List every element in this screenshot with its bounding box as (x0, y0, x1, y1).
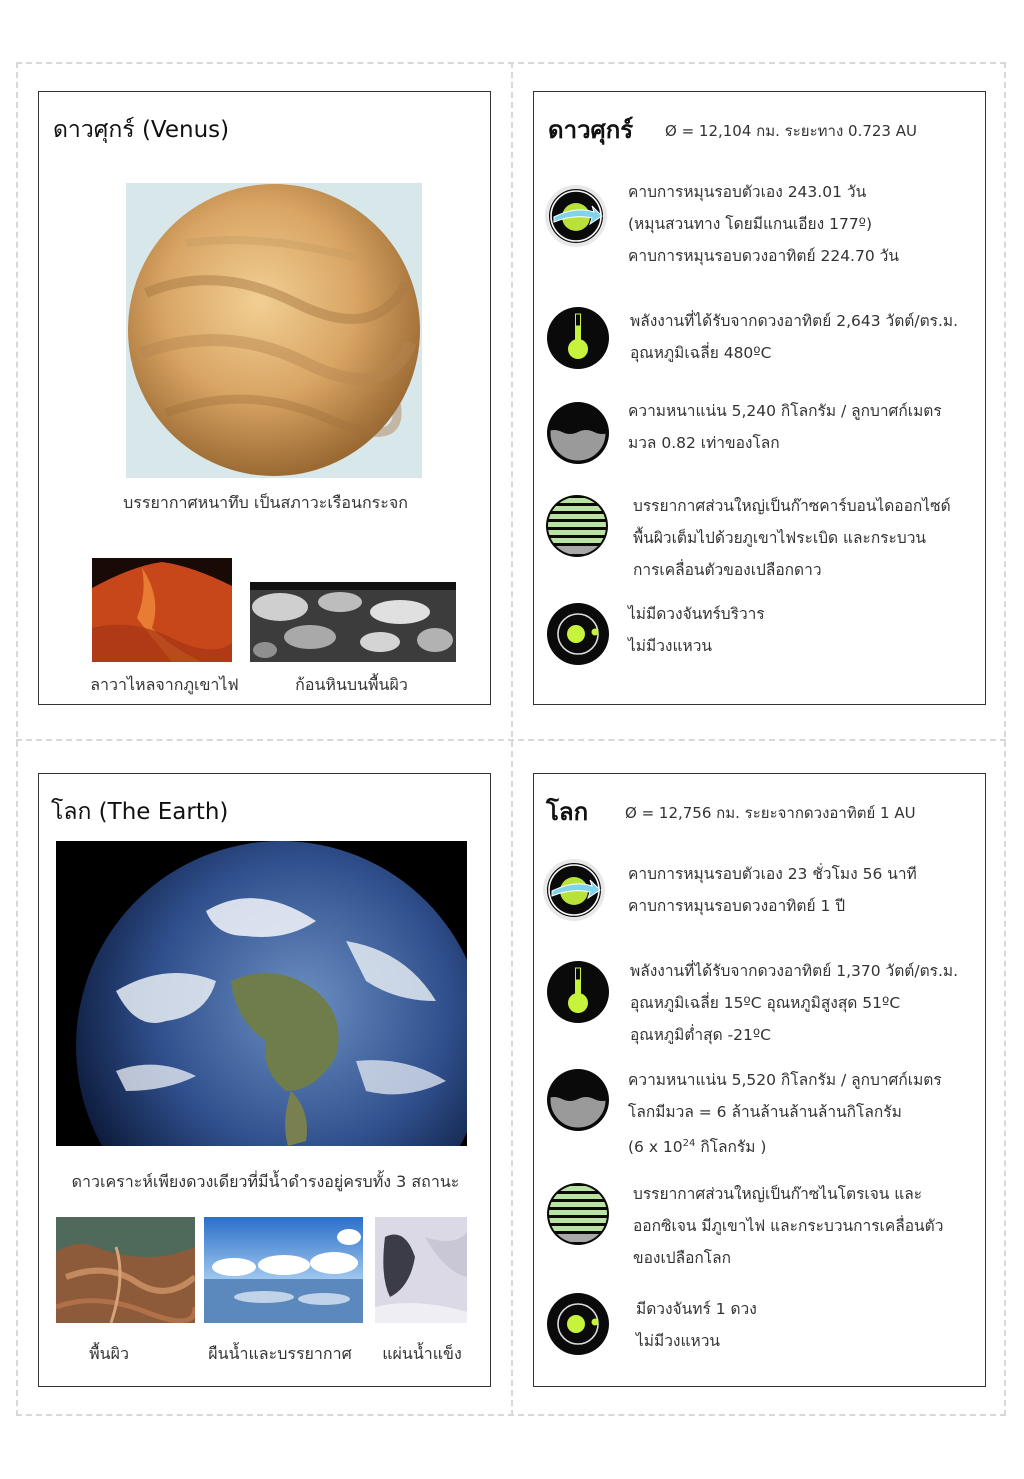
earth-mass-exponent: 24 (682, 1138, 696, 1149)
earth-moons-text (636, 1293, 757, 1357)
earth-temperature-text (630, 955, 958, 1051)
earth-picture-card (38, 773, 491, 1387)
venus-rocks-caption: ก้อนหินบนพื้นผิว (295, 675, 408, 694)
venus-lava-image (92, 558, 232, 662)
rotation-icon (544, 184, 608, 248)
earth-moons-line: ไม่มีวงแหวน (636, 1332, 721, 1350)
earth-atmosphere-line: ของเปลือกโลก (633, 1249, 732, 1267)
thermometer-icon (546, 960, 610, 1024)
venus-atmosphere-line: บรรยากาศส่วนใหญ่เป็นก๊าซคาร์บอนไดออกไซด์ (633, 497, 951, 515)
venus-temperature-line: อุณหภูมิเฉลี่ย 480ºC (630, 344, 772, 362)
earth-rotation-line: คาบการหมุนรอบตัวเอง 23 ชั่วโมง 56 นาที (628, 865, 917, 883)
atmosphere-icon (546, 1182, 610, 1246)
venus-rotation-line: (หมุนสวนทาง โดยมีแกนเอียง 177º) (628, 215, 873, 233)
atmosphere-icon (545, 494, 609, 558)
venus-fact-title: ดาวศุกร์ (548, 116, 634, 144)
venus-picture-card (38, 91, 491, 705)
earth-ice-sheet-image (375, 1217, 467, 1323)
earth-temperature-line: พลังงานที่ได้รับจากดวงอาทิตย์ 1,370 วัตต์/ตร.ม. (630, 962, 959, 980)
density-icon (546, 401, 610, 465)
earth-planet-image (56, 841, 467, 1146)
cut-guide-horizontal (16, 739, 1006, 741)
venus-temperature-line: พลังงานที่ได้รับจากดวงอาทิตย์ 2,643 วัตต์/ตร.ม. (630, 312, 959, 330)
venus-rotation-line: คาบการหมุนรอบดวงอาทิตย์ 224.70 วัน (628, 247, 899, 265)
rotation-icon (542, 858, 606, 922)
moon-orbit-icon (546, 1292, 610, 1356)
venus-card-title: ดาวศุกร์ (Venus) (53, 117, 230, 143)
earth-ice-sheet-caption: แผ่นน้ำแข็ง (382, 1344, 462, 1363)
venus-rocks-image (250, 582, 456, 662)
earth-atmosphere-text (633, 1178, 943, 1274)
earth-summary: Ø = 12,756 กม. ระยะจากดวงอาทิตย์ 1 AU (625, 804, 916, 822)
venus-density-line: ความหนาแน่น 5,240 กิโลกรัม / ลูกบาศก์เมตร (628, 402, 942, 420)
earth-temperature-line: อุณหภูมิต่ำสุด -21ºC (630, 1026, 772, 1044)
venus-fact-card (533, 91, 986, 705)
venus-rotation-text (628, 176, 899, 272)
earth-temperature-line: อุณหภูมิเฉลี่ย 15ºC อุณหภูมิสูงสุด 51ºC (630, 994, 901, 1012)
earth-mass-line (628, 1128, 942, 1160)
earth-density-text (628, 1064, 942, 1160)
venus-moons-text (628, 598, 765, 662)
earth-density-line: โลกมีมวล = 6 ล้านล้านล้านล้านกิโลกรัม (628, 1103, 902, 1121)
venus-lava-caption: ลาวาไหลจากภูเขาไฟ (90, 675, 239, 694)
venus-atmosphere-line: การเคลื่อนตัวของเปลือกดาว (633, 561, 822, 579)
venus-density-line: มวล 0.82 เท่าของโลก (628, 434, 780, 452)
earth-card-title: โลก (The Earth) (51, 799, 229, 825)
earth-surface-image (56, 1217, 195, 1323)
venus-moons-line: ไม่มีวงแหวน (628, 637, 713, 655)
venus-moons-line: ไม่มีดวงจันทร์บริวาร (628, 605, 765, 623)
earth-water-atmosphere-image (204, 1217, 363, 1323)
earth-mass-suffix: กิโลกรัม ) (695, 1138, 767, 1157)
venus-density-text (628, 395, 942, 459)
earth-rotation-text (628, 858, 917, 922)
density-icon (546, 1068, 610, 1132)
venus-summary: Ø = 12,104 กม. ระยะทาง 0.723 AU (665, 122, 917, 140)
venus-atmosphere-text (633, 490, 951, 586)
venus-planet-image (126, 183, 422, 478)
earth-surface-caption: พื้นผิว (89, 1344, 129, 1363)
moon-orbit-icon (546, 602, 610, 666)
earth-fact-card (533, 773, 986, 1387)
earth-atmosphere-line: บรรยากาศส่วนใหญ่เป็นก๊าซไนโตรเจน และ (633, 1185, 923, 1203)
venus-rotation-line: คาบการหมุนรอบตัวเอง 243.01 วัน (628, 183, 867, 201)
venus-atmosphere-line: พื้นผิวเต็มไปด้วยภูเขาไฟระเบิด และกระบวน (633, 529, 927, 547)
earth-mass-prefix: (6 x 10 (628, 1138, 683, 1157)
earth-fact-title: โลก (546, 798, 589, 826)
earth-caption: ดาวเคราะห์เพียงดวงเดียวที่มีน้ำดำรงอยู่ครบทั้ง 3 สถานะ (71, 1172, 460, 1191)
thermometer-icon (546, 306, 610, 370)
earth-rotation-line: คาบการหมุนรอบดวงอาทิตย์ 1 ปี (628, 897, 846, 915)
venus-caption: บรรยากาศหนาทึบ เป็นสภาวะเรือนกระจก (123, 493, 408, 512)
earth-atmosphere-line: ออกซิเจน มีภูเขาไฟ และกระบวนการเคลื่อนตัว (633, 1217, 944, 1235)
earth-moons-line: มีดวงจันทร์ 1 ดวง (636, 1300, 757, 1318)
earth-density-line: ความหนาแน่น 5,520 กิโลกรัม / ลูกบาศก์เมตร (628, 1071, 942, 1089)
venus-temperature-text (630, 305, 958, 369)
earth-water-atmosphere-caption: ผืนน้ำและบรรยากาศ (208, 1344, 352, 1363)
